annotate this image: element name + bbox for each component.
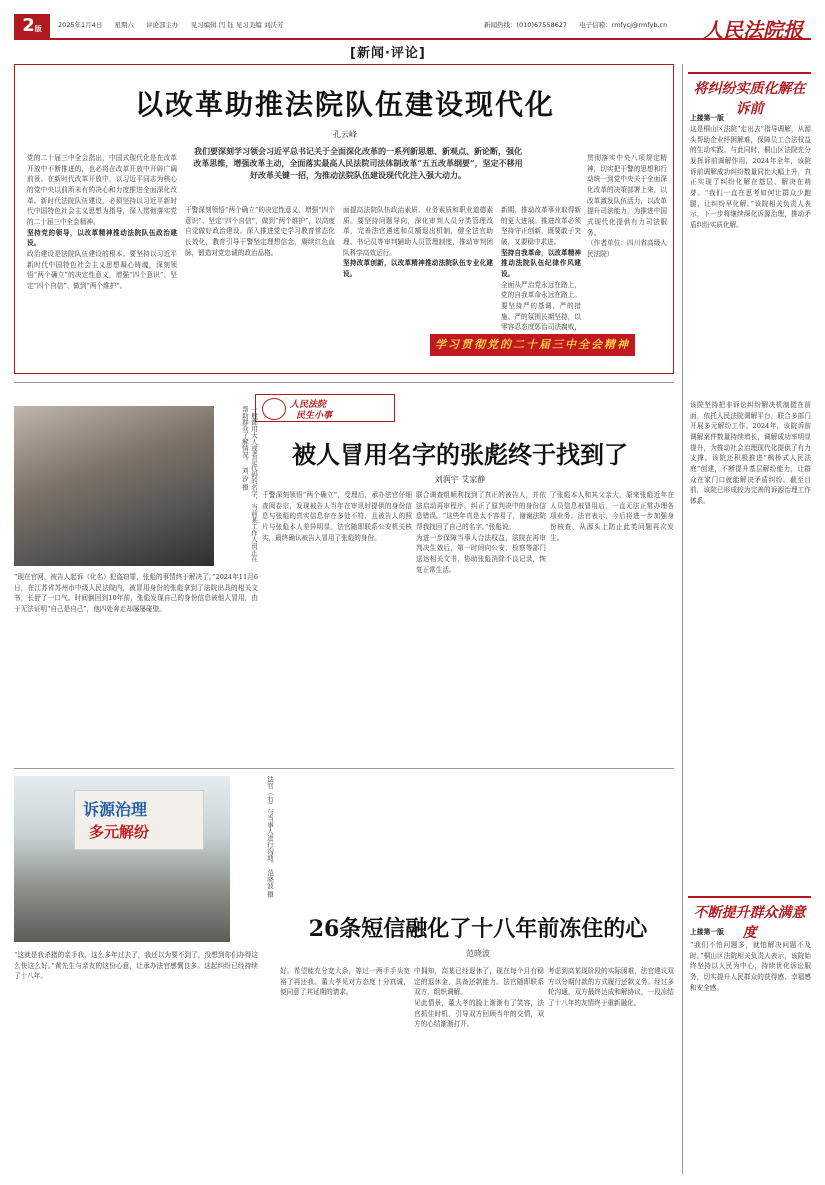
section-tag: [新闻·评论] (350, 46, 426, 61)
article2-photo-caption (218, 406, 258, 566)
right-top-source: 上接第一版 (690, 114, 724, 122)
right-bottom-text: “我们不怕问题多，就怕解决问题不及时。”桐山区法院相关负责人表示，该院始终坚持以人民为中心，持续优化诉讼服务，切实提升人民群众的获得感、幸福感和安全感。 (690, 941, 811, 992)
article3-caption-text: 法官（右）与当事人进行沟通。 (266, 776, 274, 867)
lead-col-4 (501, 205, 581, 335)
lead-col-2 (185, 205, 335, 365)
lead-col-3-subhead: 坚持改革创新，以改革精神推动法院队伍专业化建设。 (343, 259, 493, 279)
page-suffix: 版 (34, 25, 42, 33)
article2-photo-credit: 刘 汐 摄 (240, 466, 249, 491)
lead-byline: 孔云峰 (333, 130, 357, 139)
lead-article (14, 64, 674, 374)
article2-col-1-text: “现在官网，被告人起诉（化名）犯盗窃罪，张彪的事情终于解决了。”2024年11月6日，在江苏省苏州市中级人民法院内，被冒用身份的张彪拿到了法院出具的相关文书，长舒了一口气。时间倒回到10年前，张彪发现自己的身份信息被他人冒用，由于无法证明“自己是自己”，他四处奔走却屡屡碰壁。 (14, 573, 258, 614)
article2-col-2 (262, 490, 412, 762)
article3-col-5 (548, 966, 674, 1176)
article2-caption-text: 一般都用大人或者是代码的名字，当前某工作人员正在帮助群众了解情况。 (240, 406, 258, 562)
lead-author-affiliation: （作者单位：四川省高级人民法院） (587, 239, 667, 259)
masthead-logo: 人民法院报 (703, 18, 803, 42)
lead-col-1 (27, 153, 177, 365)
article2-photo (14, 406, 214, 566)
article3-photo (14, 776, 230, 942)
header-contact (484, 20, 677, 29)
article3-col-3-text: 中拥知，高某已经退休了，现在每个月有稳定的退休金，具备还款能力。法官随即联系双方，组织调解。 (414, 967, 544, 997)
article3-col-2 (280, 966, 410, 1176)
divider (14, 768, 674, 769)
column-logo (255, 394, 395, 422)
article3-col-5-text: 考虑到高某现阶段的实际困难，法官建议双方以分期付款的方式履行还款义务。经过多轮沟通，双方最终达成和解协议，一段冻结了十八年的友情终于重新融化。 (548, 967, 674, 1008)
lead-col-1-subhead: 坚持党的领导，以改革精神推动法院队伍政治建设。 (27, 228, 177, 248)
article3-title: 26条短信融化了十八年前冻住的心 (308, 916, 648, 942)
column-divider (682, 64, 683, 1174)
article2-col-5-text: 了张彪本人和其父亲大，原来张彪近年在人员信息被冒用后，一直无法正常办理各项业务。法官表示，今后将进一步加强身份核查，从源头上防止此类问题再次发生。 (550, 491, 674, 542)
article2-col-3-text: 联合调查组顺利找到了真正的被告人，并依法启动再审程序，纠正了原判决中的身份信息错误。“这些年真是太不容易了，谢谢法院帮我找回了自己的名字。”张彪说。 (416, 491, 546, 532)
right-bottom-title: 不断提升群众满意度 (693, 905, 806, 941)
feature-banner: 学习贯彻党的二十届三中全会精神 (430, 334, 635, 356)
editor-label: 评论部主办 (145, 21, 179, 29)
article3-col-1 (14, 950, 258, 1176)
email: 电子信箱：rmfycj@rmfyb.cn (579, 21, 668, 29)
article2-col-3 (416, 490, 546, 762)
lead-col-5 (587, 153, 667, 329)
article3-byline: 范晓波 (466, 949, 490, 958)
lead-col-4-subhead: 坚持自我革命，以改革精神推动法院队伍纪律作风建设。 (501, 248, 581, 279)
divider (14, 382, 674, 383)
article2-title: 被人冒用名字的张彪终于找到了 (292, 440, 628, 469)
column-logo-top: 人民法院 (290, 400, 327, 410)
article3-col-3 (414, 966, 544, 1176)
right-top-title: 将纠纷实质化解在诉前 (693, 81, 806, 117)
article2-col-2-text: 千警深刻领悟“两个确立”，受理后，承办法官仔细查阅卷宗，发现被告人当年在审讯时提供的身份信息与张彪的真实信息存在多处不符，且被告人的照片与张彪本人差异明显。法官随即联系公安机关核实，最终确认被告人冒用了张彪的身份。 (262, 491, 412, 542)
right-top-body (690, 124, 811, 392)
issue-date: 2025年1月4日 (58, 21, 103, 29)
article2-col-4-text: 为进一步保障当事人合法权益，法院在再审判决生效后，第一时间向公安、检察等部门送达相关文书，协助张彪消除不良记录，恢复正常生活。 (416, 533, 546, 574)
lead-col-1b-text: 政治建设是法院队伍建设的根本。要坚持以习近平新时代中国特色社会主义思想凝心铸魂，深刻领悟“两个确立”的决定性意义，增强“四个意识”、坚定“四个自信”、做到“两个维护”。 (27, 250, 177, 291)
article3-col-1-text: “这就是我杀猪的亲手我，这么多年过去了，我还以为要不到了，没想到你们办得这么快这么好。”黄先生与亲友的这份心意，让承办法官感慨良多。这起纠纷已经持续了十八年。 (14, 951, 258, 981)
mediation-sign (74, 790, 204, 850)
article3-photo-credit: 范晓波 摄 (266, 869, 274, 898)
right-bottom-body (690, 940, 811, 1176)
hotline: 新闻热线：(010)67558627 (484, 21, 568, 29)
column-logo-bottom: 民生小事 (296, 411, 333, 421)
lead-col-5-text: 贯彻落实中央八项规定精神，切实把干警的思想和行动统一到党中央关于全面深化改革的决策部署上来，以改革激发队伍活力，以改革提升司法能力，为推进中国式现代化提供有力司法服务。 (587, 154, 667, 237)
sign-text-top: 诉源治理 (83, 800, 148, 819)
article2-byline: 刘润宇 艾家静 (434, 475, 486, 484)
article2-col-1 (14, 572, 258, 762)
page-number: 2版 (14, 14, 50, 38)
lead-col-3-text: 面提高法院队伍政治素质、业务素质和职业道德素质。要坚持问题导向，深化审判人员分类管理改革，完善法官遴选和员额退出机制，健全法官助理、书记员等审判辅助人员管理制度，推动审判团队科学高效运行。 (343, 206, 493, 257)
right-top-text: 这是桐山区法院“走出去”指导调解，从源头帮助企业纾困解难，保障员工合法权益的生动实践。与此同时，桐山区法院充分发挥诉前调解作用，2024年全年，该院诉前调解成功纠纷数量同比大幅上升，真正实现了纠纷化解在基层、解决在萌芽。“我们一直在思考如何让群众少跑腿、让纠纷早化解。”该院相关负责人表示，下一步将继续深化诉源治理，推动矛盾纠纷实质化解。 (690, 125, 811, 230)
editor-names: 见习编辑 闫 钰 见习美编 刘沃芳 (190, 21, 284, 29)
sign-text-bottom: 多元解纷 (89, 823, 150, 841)
article3-col-2-text: 好。希望能充分宽大条，等过一两手手头宽裕了再还我。董大孝见对方态度十分真诚，便同意了其延期的请求。 (280, 967, 410, 997)
article3-col-4-text: 见此情景，董大孝的脸上渐渐有了笑容，法官抓住时机，引导双方回顾当年的交情，双方的心结渐渐打开。 (414, 999, 544, 1029)
right-mid-body (690, 400, 811, 884)
lead-col-2-text: 干警深刻领悟“两个确立”的决定性意义，增强“四个意识”、坚定“四个自信”，做到“两个维护”，以高度自觉做好政治建设。深入推进党史学习教育常态化长效化，教育引导干警坚定理想信念，赓续红色血脉，锻造对党忠诚的政治品格。 (185, 206, 335, 257)
lead-col-4b-text: 全面从严治党永远在路上，党的自我革命永远在路上。要坚持严的基调、严的措施、严的氛围长期坚持，以零容忍态度惩治司法腐败， (501, 280, 581, 332)
right-mid-text: 该院坚持把非诉讼纠纷解决机制挺在前面，依托人民法院调解平台，联合多部门开展多元解纷工作。2024年，该院诉前调解案件数量持续增长，调解成功率明显提升，为推动社会治理现代化提供了有力支撑。该院还积极推进“枫桥式人民法庭”创建，不断提升基层解纷能力，让群众在家门口就能解决矛盾纠纷。截至目前，该院已形成较为完善的诉源治理工作体系。 (690, 401, 811, 506)
page-header (14, 14, 811, 40)
issue-weekday: 星期六 (114, 21, 134, 29)
lead-title: 以改革助推法院队伍建设现代化 (134, 88, 555, 121)
right-bottom-source: 上接第一版 (690, 928, 724, 936)
article2-col-5 (550, 490, 674, 762)
header-meta (58, 20, 293, 29)
court-emblem-icon (262, 398, 286, 420)
lead-col-1-text: 党的二十届三中全会指出，中国式现代化是在改革开放中不断推进的，也必将在改革开放中开辟广阔前景。在新时代改革开放中，以习近平同志为核心的党中央以前所未有的决心和力度推进全面深化改革。新时代法院队伍建设，必须坚持以习近平新时代中国特色社会主义思想为指导，深入贯彻落实党的二十届三中全会精神。 (27, 154, 177, 227)
lead-col-4-text: 新期，推动改革事业取得新的更大进展。推进改革必须坚持守正创新，既要敢于突破，又要稳中求进。 (501, 206, 581, 247)
lead-summary: 我们要深刻学习领会习近平总书记关于全面深化改革的一系列新思想、新观点、新论断，强化改革思维，增强改革主动，全面落实最高人民法院司法体制改革“五五改革纲要”，坚定不移用好改革关键一招，为推动法院队伍建设现代化注入强大动力。 (193, 146, 523, 180)
